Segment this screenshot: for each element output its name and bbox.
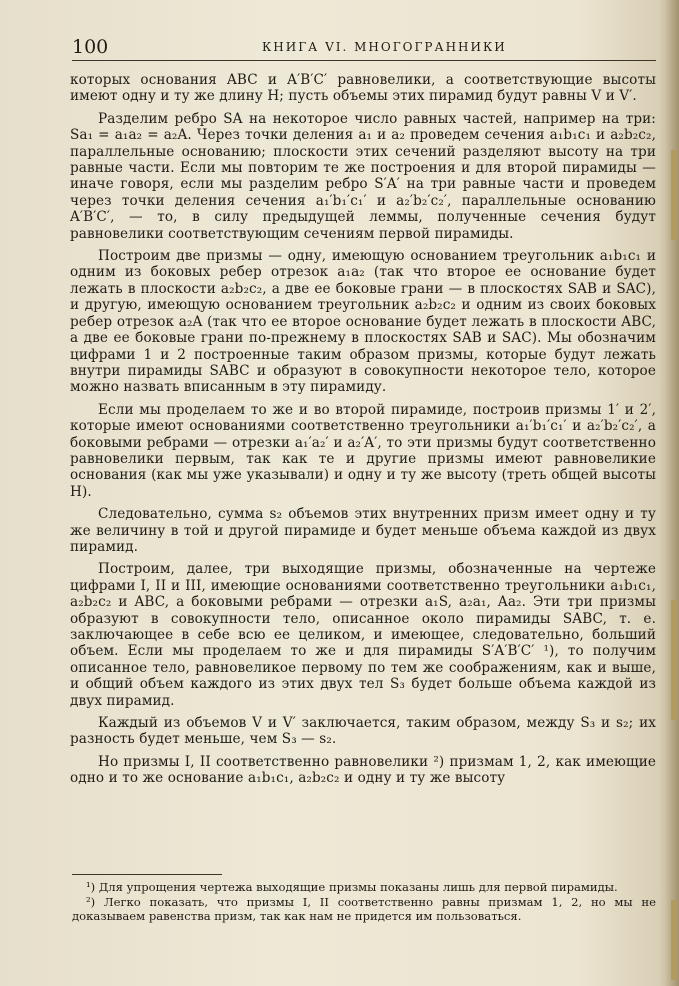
page-edge-shadow bbox=[665, 0, 679, 986]
paragraph: Если мы проделаем то же и во второй пирамиде, построив призмы 1′ и 2′, которые имеют основаниями соответственно треугольники a₁′b₁′c₁′ и a₂′b₂′c₂′, а боковыми ребрами — отрезки a₁′a₂′ и a₂′A′, то эти призмы будут соответственно равновелики первым, так как те и другие призмы имеют равновеликие основания (как мы уже указывали) и одну и ту же высоту (треть общей высоты H). bbox=[70, 401, 656, 500]
page-number: 100 bbox=[72, 36, 109, 58]
body-text bbox=[70, 72, 656, 793]
page-edge-mark bbox=[671, 600, 677, 720]
footnote: ¹) Для упрощения чертежа выходящие призмы показаны лишь для первой пирамиды. bbox=[86, 880, 618, 894]
paragraph: Разделим ребро SA на некоторое число равных частей, например на три: Sa₁ = a₁a₂ = a₂A. Через точки деления a₁ и a₂ проведем сечения a₁b₁c₁ и a₂b₂c₂, параллельные основанию; плоскости этих сечений разделяют высоту на три равные части. Если мы повторим те же построения и для второй пирамиды — иначе говоря, если мы разделим ребро S′A′ на три равные части и проведем через точки деления сечения a₁′b₁′c₁′ и a₂′b₂′c₂′, параллельные основанию A′B′C′, — то, в силу предыдущей леммы, полученные сечения будут равновелики соответствующим сечениям первой пирамиды. bbox=[70, 110, 656, 242]
page-edge-mark bbox=[671, 150, 677, 240]
paragraph: Каждый из объемов V и V′ заключается, таким образом, между S₃ и s₂; их разность будет меньше, чем S₃ — s₂. bbox=[70, 715, 656, 748]
page-edge-mark bbox=[671, 900, 677, 980]
paragraph: Но призмы I, II соответственно равновелики ²) призмам 1, 2, как имеющие одно и то же основание a₁b₁c₁, a₂b₂c₂ и одну и ту же высоту bbox=[70, 753, 656, 787]
paragraph: которых основания ABC и A′B′C′ равновелики, а соответствующие высоты имеют одну и ту же длину H; пусть объемы этих пирамид будут равны V и V′. bbox=[70, 72, 656, 105]
paragraph: Следовательно, сумма s₂ объемов этих внутренних призм имеет одну и ту же величину в той и другой пирамиде и будет меньше объема каждой из двух пирамид. bbox=[70, 506, 656, 555]
footnote-divider bbox=[72, 874, 222, 875]
running-head: КНИГА VI. МНОГОГРАННИКИ bbox=[262, 40, 507, 54]
footnotes bbox=[72, 874, 656, 924]
paragraph: Построим, далее, три выходящие призмы, обозначенные на чертеже цифрами I, II и III, имеющие основаниями соответственно треугольники a₁b₁c₁, a₂b₂c₂ и ABC, а боковыми ребрами — отрезки a₁S, a₂a₁, Aa₂. Эти три призмы образуют в совокупности тело, описанное около пирамиды SABC, т. е. заключающее в себе всю ее целиком, и имеющее, следовательно, больший объем. Если мы проделаем то же и для пирамиды S′A′B′C′ ¹), то получим описанное тело, равновеликое первому по тем же соображениям, как и выше, и общий объем каждого из этих двух тел S₃ будет больше объема каждой из двух пирамид. bbox=[70, 561, 656, 709]
paragraph: Построим две призмы — одну, имеющую основанием треугольник a₁b₁c₁ и одним из боковых ребер отрезок a₁a₂ (так что второе ее основание будет лежать в плоскости a₂b₂c₂, а две ее боковые грани — в плоскостях SAB и SAC), и другую, имеющую основанием треугольник a₂b₂c₂ и одним из своих боковых ребер отрезок a₂A (так что ее второе основание будет лежать в плоскости ABC, а две ее боковые грани по-прежнему в плоскостях SAB и SAC). Мы обозначим цифрами 1 и 2 построенные таким образом призмы, которые будут лежать внутри пирамиды SABC и образуют в совокупности некоторое тело, которое можно назвать вписанным в эту пирамиду. bbox=[70, 248, 656, 396]
page-header bbox=[72, 34, 656, 61]
footnote: ²) Легко показать, что призмы I, II соответственно равны призмам 1, 2, но мы не доказываем равенства призм, так как нам не придется им пользоваться. bbox=[72, 895, 656, 923]
